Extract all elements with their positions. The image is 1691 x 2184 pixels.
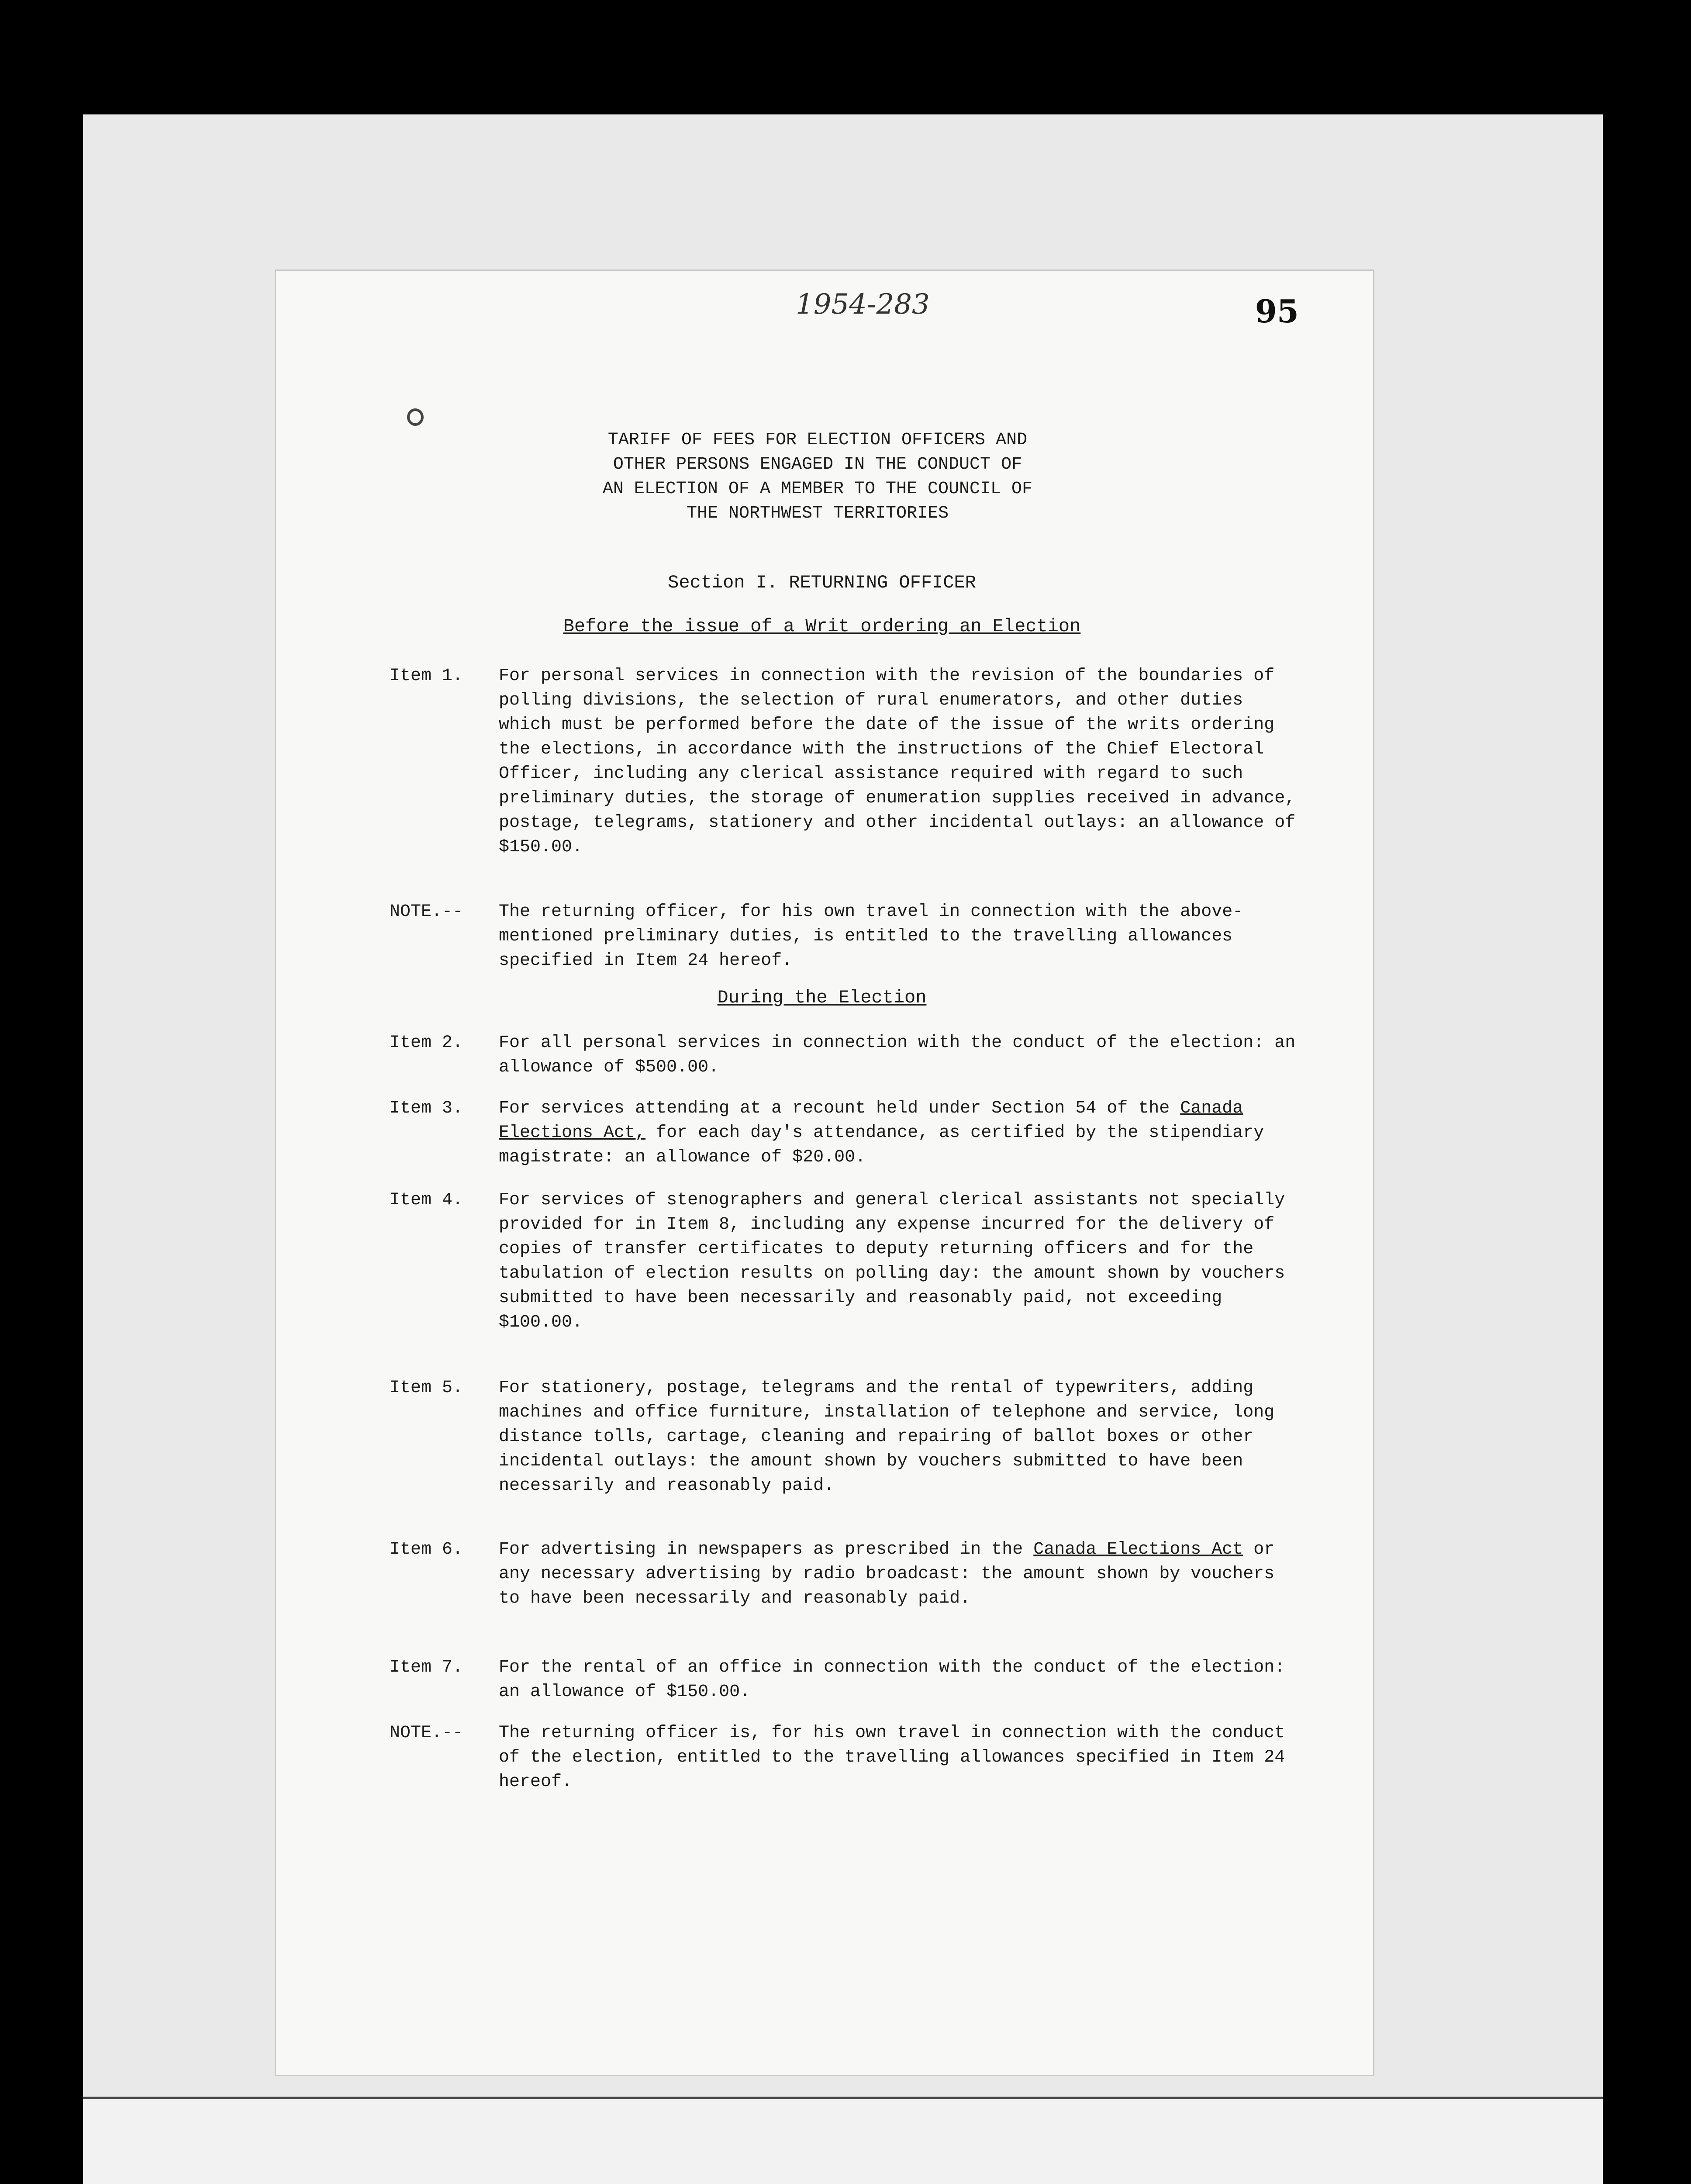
item-text: For all personal services in connection with the conduct of the election: an allowance of $500.00.	[499, 1033, 1296, 1077]
document-sheet	[276, 271, 1373, 2075]
item-text	[499, 1096, 1298, 1170]
item-label: Item 6.	[390, 1540, 463, 1559]
act-name: Canada Elections Act,	[499, 1099, 1243, 1143]
punch-hole	[407, 408, 424, 426]
item-text-part: For advertising in newspapers as prescribed in the	[499, 1540, 1034, 1559]
item-text-part: For services attending at a recount held under Section 54 of the	[499, 1099, 1180, 1118]
title-line: AN ELECTION OF A MEMBER TO THE COUNCIL OF	[602, 479, 1033, 499]
section-heading: Section I. RETURNING OFFICER	[668, 572, 976, 593]
note-label: NOTE.--	[390, 902, 463, 922]
handwritten-reference: 1954-283	[796, 288, 930, 321]
item-text: For services of stenographers and general clerical assistants not specially provided for in Item 8, including any expense incurred for the delivery of copies of transfer certificates to deputy returning officers and for the tabulation of election results on polling day: the amount shown by vouchers submitted to have been necessarily and reasonably paid, not exceeding $100.00.	[499, 1190, 1285, 1332]
item-text: For stationery, postage, telegrams and the rental of typewriters, adding machines and office furniture, installation of telephone and service, long distance tolls, cartage, cleaning and repairing of ballot boxes or other incidental outlays: the amount shown by vouchers submitted to have been necessarily and reasonably paid.	[499, 1378, 1275, 1496]
item-text: For the rental of an office in connection with the conduct of the election: an allowance of $150.00.	[499, 1658, 1285, 1702]
act-name: Canada Elections Act	[1033, 1540, 1243, 1559]
item-text-part: for each day's attendance, as certified by the stipendiary magistrate: an allowance of $20.00.	[499, 1123, 1264, 1167]
item-4	[390, 1188, 1298, 1335]
note-2	[390, 1721, 1298, 1794]
item-label: Item 4.	[390, 1190, 463, 1210]
item-text-part: or any necessary advertising by radio broadcast: the amount shown by vouchers to have been necessarily and reasonably paid.	[499, 1540, 1275, 1608]
lower-band	[83, 2097, 1603, 2184]
item-2	[390, 1031, 1298, 1080]
note-text: The returning officer is, for his own travel in connection with the conduct of the election, entitled to the travelling allowances specified in Item 24 hereof.	[499, 1723, 1285, 1792]
item-label: Item 2.	[390, 1033, 463, 1053]
item-5	[390, 1376, 1298, 1498]
item-6	[390, 1538, 1298, 1611]
item-1	[390, 664, 1298, 860]
item-3	[390, 1096, 1298, 1170]
item-text: For personal services in connection with the revision of the boundaries of polling divisions, the selection of rural enumerators, and other duties which must be performed before the date of the issue of the writs ordering the elections, in accordance with the instructions of the Chief Electoral Officer, including any clerical assistance required with regard to such preliminary duties, the storage of enumeration supplies received in advance, postage, telegrams, stationery and other incidental outlays: an allowance of $150.00.	[499, 666, 1296, 857]
page-number: 95	[1255, 293, 1299, 330]
item-text	[499, 1538, 1298, 1611]
item-7	[390, 1655, 1298, 1704]
note-1	[390, 900, 1298, 973]
item-label: Item 1.	[390, 666, 463, 686]
note-text: The returning officer, for his own travel in connection with the above-mentioned preliminary duties, is entitled to the travelling allowances specified in Item 24 hereof.	[499, 902, 1243, 971]
title-line: TARIFF OF FEES FOR ELECTION OFFICERS AND	[607, 430, 1028, 450]
item-label: Item 7.	[390, 1658, 463, 1677]
during-election-heading: During the Election	[717, 987, 927, 1008]
title-line: OTHER PERSONS ENGAGED IN THE CONDUCT OF	[613, 455, 1022, 474]
item-label: Item 5.	[390, 1378, 463, 1398]
note-label: NOTE.--	[390, 1723, 463, 1743]
document-title	[560, 428, 1075, 526]
before-writ-heading: Before the issue of a Writ ordering an Election	[563, 616, 1081, 637]
item-label: Item 3.	[390, 1099, 463, 1118]
title-line: THE NORTHWEST TERRITORIES	[686, 504, 949, 523]
